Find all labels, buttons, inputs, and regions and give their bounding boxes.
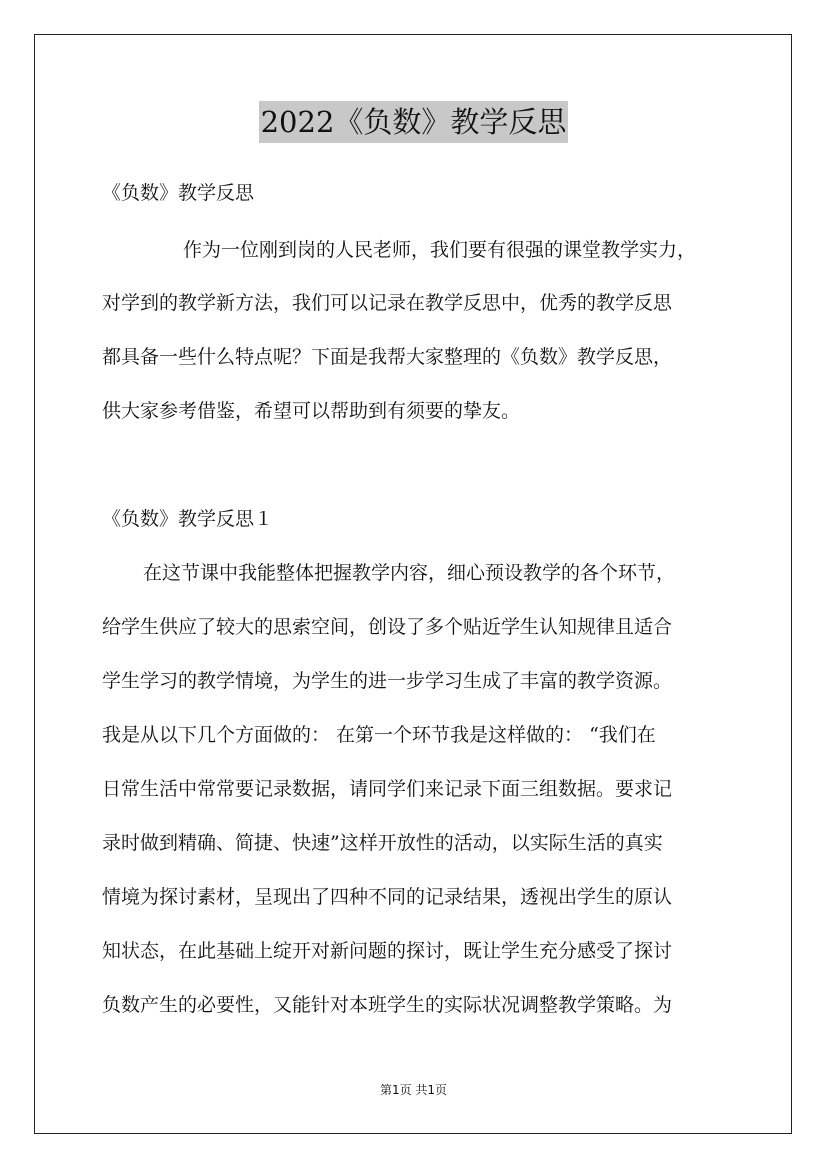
subheading: 《负数》教学反思 xyxy=(102,182,255,204)
section-line: 我是从以下几个方面做的： 在第一个环节我是这样做的： “我们在 xyxy=(102,724,656,746)
section-line: 给学生供应了较大的思索空间，创设了多个贴近学生认知规律且适合 xyxy=(102,616,673,638)
intro-line: 都具备一些什么特点呢？下面是我帮大家整理的《负数》教学反思， xyxy=(102,346,673,368)
section-line: 知状态，在此基础上绽开对新问题的探讨，既让学生充分感受了探讨 xyxy=(102,940,673,962)
section-heading: 《负数》教学反思１ xyxy=(102,508,274,530)
page-number-footer: 第1页 共1页 xyxy=(379,1083,448,1097)
section-line: 负数产生的必要性，又能针对本班学生的实际状况调整教学策略。为 xyxy=(102,994,673,1016)
intro-line: 对学到的教学新方法，我们可以记录在教学反思中，优秀的教学反思 xyxy=(102,292,673,314)
section-line: 在这节课中我能整体把握教学内容，细心预设教学的各个环节， xyxy=(143,562,676,584)
section-line: 录时做到精确、简捷、快速”这样开放性的活动，以实际生活的真实 xyxy=(102,832,663,854)
section-line: 日常生活中常常要记录数据，请同学们来记录下面三组数据。要求记 xyxy=(102,778,673,800)
section-line: 情境为探讨素材，呈现出了四种不同的记录结果，透视出学生的原认 xyxy=(102,886,673,908)
document-title-text: 2022《负数》教学反思 xyxy=(259,101,569,143)
intro-line: 供大家参考借鉴，希望可以帮助到有须要的挚友。 xyxy=(102,400,521,422)
intro-line: 作为一位刚到岗的人民老师，我们要有很强的课堂教学实力， xyxy=(183,239,697,261)
document-title xyxy=(0,101,827,143)
section-line: 学生学习的教学情境，为学生的进一步学习生成了丰富的教学资源。 xyxy=(102,670,673,692)
